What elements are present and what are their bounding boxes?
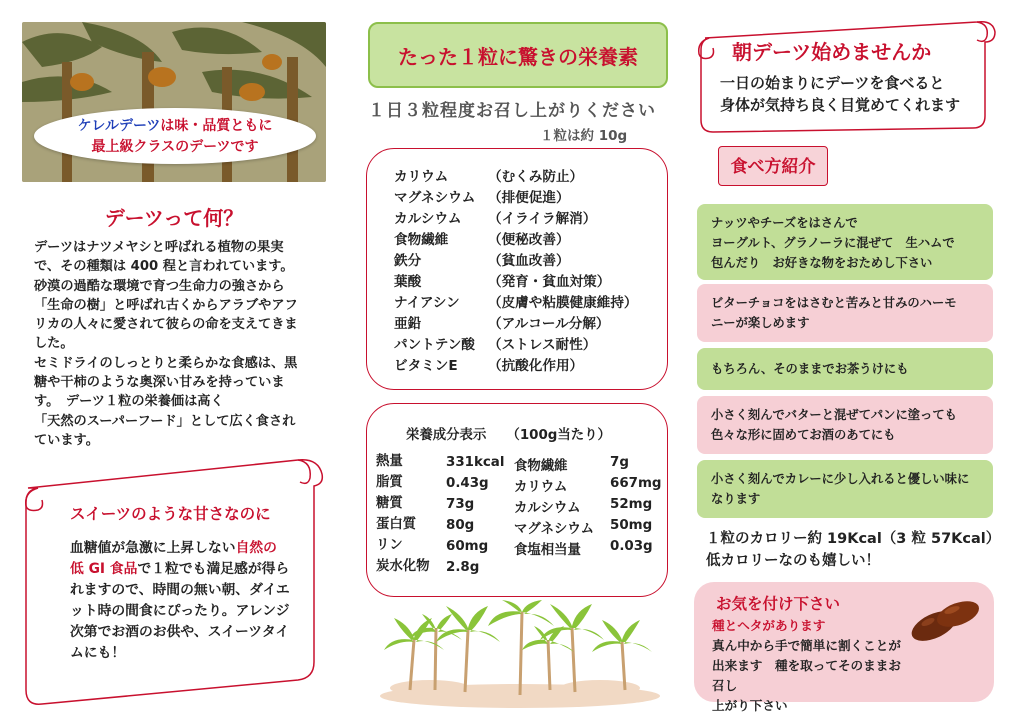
sweets-line1: 血糖値が急激に上昇しない	[70, 540, 236, 556]
comp-name: カリウム	[514, 480, 568, 495]
tip-line: 包んだり お好きな物をおためし下さい	[711, 256, 933, 270]
nutrient-effect: （むくみ防止）	[488, 169, 584, 185]
comp-name: 脂質	[376, 475, 403, 490]
comp-value: 52mg	[610, 497, 653, 512]
nutrient-name: 食物繊維	[394, 232, 449, 248]
caution-line: 出来ます 種を取ってそのままお召し	[712, 658, 901, 693]
comp-value: 331kcal	[446, 455, 505, 470]
desc-line: ています。	[34, 432, 99, 448]
comp-value: 0.43g	[446, 476, 489, 491]
desc-line: リカの人々に愛されて彼らの命を支えてきま	[34, 317, 298, 333]
what-is-dates-heading: デーツって何？	[104, 206, 244, 230]
nutrient-name: 鉄分	[394, 253, 422, 269]
nutrient-effect: （抗酸化作用）	[488, 358, 584, 374]
sweets-line: ムにも！	[70, 645, 126, 661]
nutrient-effect: （発育・貧血対策）	[488, 274, 611, 290]
daily-intake: １日３粒程度お召し上がりください	[368, 101, 656, 121]
comp-value: 80g	[446, 518, 475, 533]
calorie-line: １粒のカロリー約 19Kcal（3 粒 57Kcal）	[706, 531, 1001, 547]
comp-name: 炭水化物	[376, 559, 430, 574]
low-gi-label: 低 GI 食品	[70, 561, 138, 577]
nutrition-title: たった１粒に驚きの栄養素	[368, 22, 668, 88]
how-to-eat-heading: 食べ方紹介	[718, 146, 828, 186]
sweets-line: 次第でお酒のお供や、スイーツタイ	[70, 624, 290, 640]
grain-weight: １粒は約 10g	[540, 128, 628, 144]
dates-description	[34, 238, 330, 450]
tip-card	[697, 204, 993, 280]
desc-line: セミドライのしっとりと柔らかな食感は、黒	[34, 355, 298, 371]
nutrient-effect: （排便促進）	[488, 190, 570, 206]
desc-line: 糖や干柿のような奥深い甘みを持っていま	[34, 375, 285, 391]
morning-line: 一日の始まりにデーツを食べると	[720, 74, 945, 92]
palm-trees-illustration	[370, 600, 670, 710]
sweets-description	[70, 538, 302, 664]
nutrient-name: 葉酸	[394, 274, 422, 290]
comp-value: 667mg	[610, 476, 662, 491]
desc-line: 砂漠の過酷な環境で育つ生命力の強さから	[34, 278, 285, 294]
tip-line: なります	[711, 492, 761, 506]
desc-line: デーツはナツメヤシと呼ばれる植物の果実	[34, 240, 284, 255]
nutrient-name: パントテン酸	[394, 337, 475, 353]
morning-dates-heading: 朝デーツ始めませんか	[732, 40, 932, 64]
nutrient-effect: （便秘改善）	[488, 232, 570, 248]
nutrient-name: マグネシウム	[394, 190, 476, 206]
nutrient-name: ナイアシン	[394, 295, 460, 311]
comp-name: マグネシウム	[514, 522, 595, 537]
comp-name: 蛋白質	[376, 517, 417, 532]
tip-card	[697, 348, 993, 390]
nutrient-effect: （皮膚や粘膜健康維持）	[488, 295, 638, 311]
calorie-line: 低カロリーなのも嬉しい！	[706, 553, 880, 569]
desc-line: 「生命の樹」と呼ばれ古くからアラブやアフ	[34, 297, 298, 313]
caution-line: 真ん中から手で簡単に割くことが	[712, 638, 901, 653]
desc-line: した。	[34, 336, 74, 352]
morning-line: 身体が気持ち良く目覚めてくれます	[720, 96, 961, 114]
nutrient-effect: （貧血改善）	[488, 253, 570, 269]
tip-line: ニーが楽しめます	[711, 316, 810, 330]
natural-label: 自然の	[235, 540, 277, 556]
caution-line: 上がり下さい	[712, 698, 788, 713]
banner-line1: は味・品質ともに	[160, 118, 273, 134]
morning-dates-description	[720, 72, 990, 116]
nutrient-effect: （アルコール分解）	[488, 316, 610, 332]
nutrient-name: 亜鉛	[394, 316, 422, 332]
comp-name: 食塩相当量	[514, 543, 581, 558]
nutrient-name: カリウム	[394, 169, 449, 185]
comp-name: 食物繊維	[514, 459, 568, 474]
sweets-line: れますので、時間の無い朝、ダイエ	[70, 582, 290, 598]
comp-value: 0.03g	[610, 539, 653, 554]
tip-line: ビターチョコをはさむと苦みと甘みのハーモ	[711, 296, 957, 310]
banner-line2: 最上級クラスのデーツです	[91, 139, 259, 155]
tip-card	[697, 460, 993, 518]
sweets-line: ット時の間食にぴったり。アレンジ	[70, 603, 290, 619]
tip-line: ヨーグルト、グラノーラに混ぜて 生ハムで	[711, 236, 955, 250]
brand-name: ケレルデーツ	[77, 118, 161, 134]
comp-name: 糖質	[376, 496, 403, 511]
comp-name: リン	[376, 538, 403, 553]
sweets-line2: で１粒でも満足感が得ら	[137, 561, 290, 577]
palm-grove-photo	[22, 22, 326, 182]
comp-name: カルシウム	[514, 501, 581, 516]
tip-line: ナッツやチーズをはさんで	[711, 216, 858, 230]
tip-line: 色々な形に固めてお酒のあてにも	[711, 428, 896, 442]
tip-line: 小さく刻んでバターと混ぜてパンに塗っても	[711, 408, 957, 422]
brand-banner	[34, 108, 316, 164]
nutrient-name: カルシウム	[394, 211, 462, 227]
seed-warning: 種とヘタがあります	[712, 618, 826, 633]
dates-fruit-image	[904, 590, 988, 650]
nutrient-effect: （イライラ解消）	[488, 211, 597, 227]
comp-value: 7g	[610, 455, 629, 470]
composition-title: 栄養成分表示 （100g当たり）	[406, 428, 611, 443]
tip-line: もちろん、そのままでお茶うけにも	[711, 362, 909, 376]
nutrient-name: ビタミンE	[394, 358, 458, 374]
comp-value: 60mg	[446, 539, 489, 554]
tip-card	[697, 396, 993, 454]
comp-value: 50mg	[610, 518, 653, 533]
comp-name: 熱量	[376, 454, 403, 469]
tip-card	[697, 284, 993, 342]
desc-line: 「天然のスーパーフード」として広く食され	[34, 413, 296, 429]
caution-text	[712, 616, 912, 716]
desc-line: す。 デーツ１粒の栄養価は高く	[34, 394, 224, 410]
caution-heading: お気を付け下さい	[716, 595, 841, 613]
desc-line: で、その種類は 400 程と言われています。	[34, 259, 294, 275]
tip-line: 小さく刻んでカレーに少し入れると優しい味に	[711, 472, 970, 486]
comp-value: 2.8g	[446, 560, 480, 575]
nutrient-effect: （ストレス耐性）	[488, 337, 597, 353]
comp-value: 73g	[446, 497, 475, 512]
sweets-heading: スイーツのような甘さなのに	[70, 505, 271, 523]
calorie-info	[706, 528, 1000, 572]
